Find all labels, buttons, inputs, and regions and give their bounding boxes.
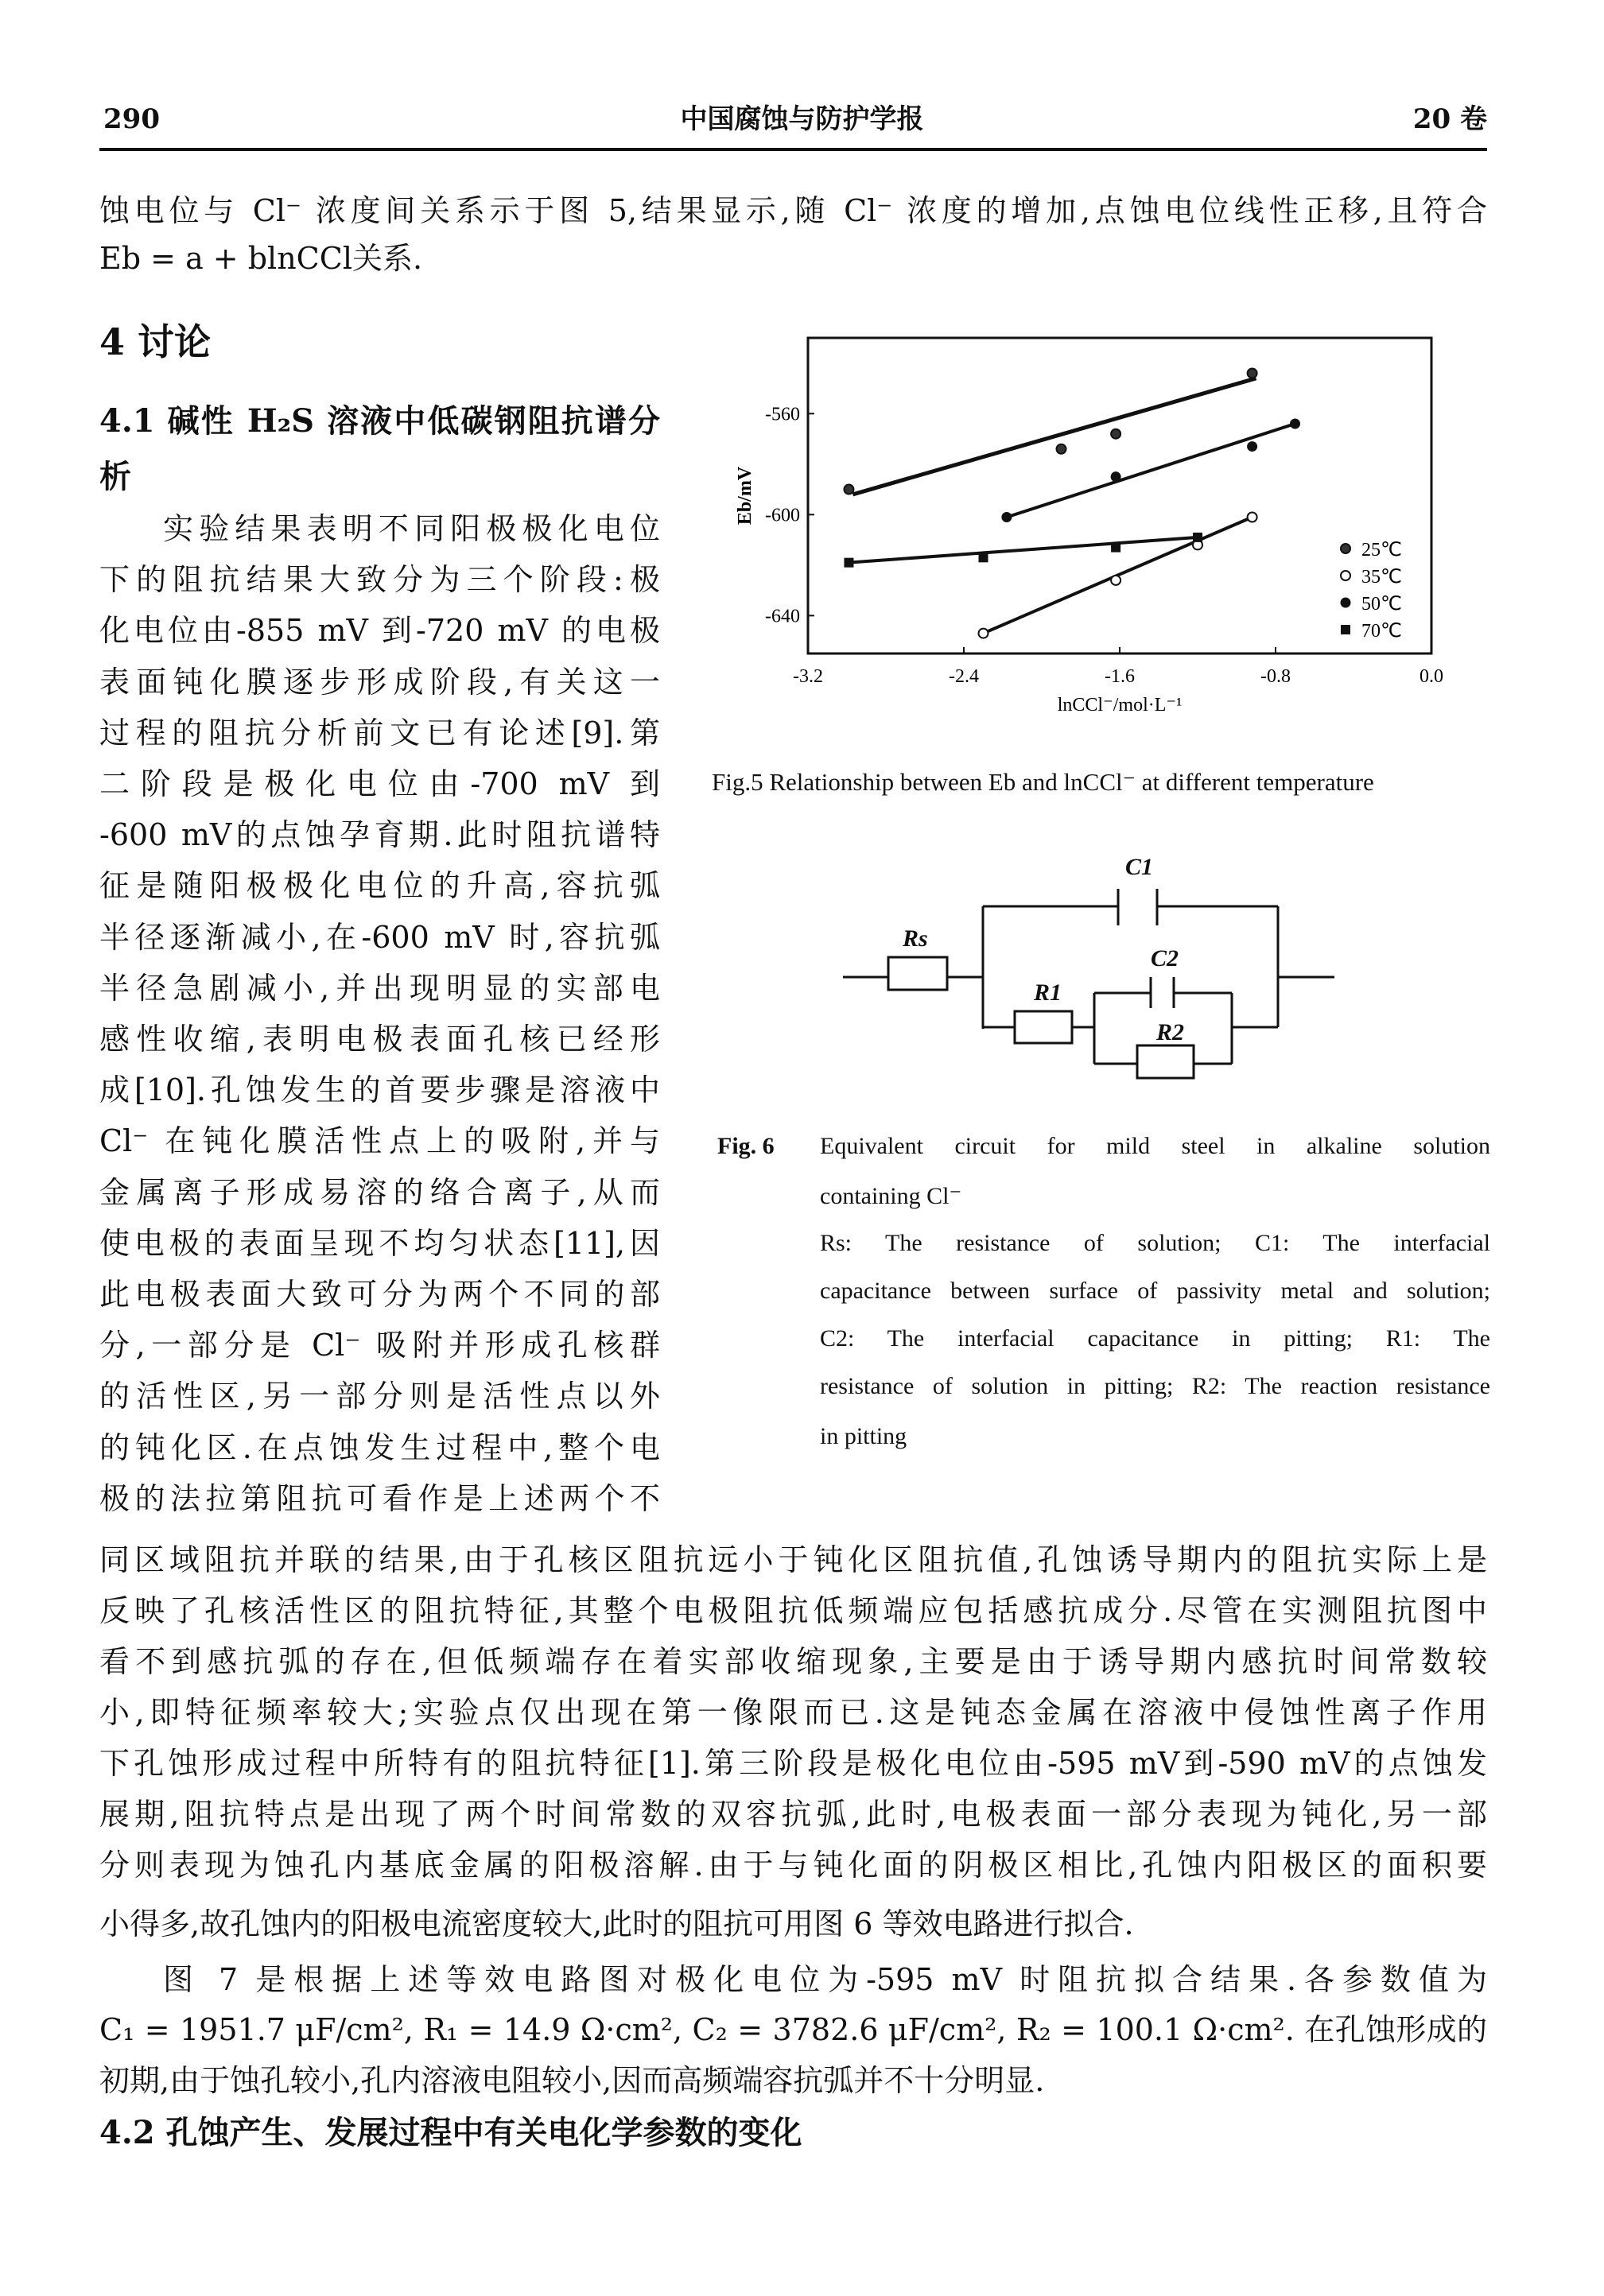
fig6-caption-line: containing Cl⁻ — [820, 1183, 962, 1209]
journal-title: 中国腐蚀与防护学报 — [680, 103, 924, 135]
legend-label: 35℃ — [1361, 567, 1402, 588]
fig6-caption-line: capacitance between surface of passivity metal and solution; — [820, 1278, 1490, 1304]
x-tick-label: -3.2 — [793, 666, 823, 687]
section-4-1-heading-cont: 析 — [99, 458, 131, 495]
body-text-line: 极的法拉第阻抗可看作是上述两个不 — [99, 1480, 660, 1516]
data-point — [1247, 441, 1257, 452]
body-text-line: 金属离子形成易溶的络合离子,从而 — [99, 1174, 660, 1210]
body-text-line: 过程的阻抗分析前文已有论述[9].第 — [99, 715, 660, 750]
body-text-line: 使电极的表面呈现不均匀状态[11],因 — [99, 1225, 660, 1261]
x-tick-label: -2.4 — [949, 666, 979, 687]
data-point — [1248, 368, 1257, 378]
section-4-2-heading: 4.2 孔蚀产生、发展过程中有关电化学参数的变化 — [99, 2114, 802, 2151]
body-text-line: 感性收缩,表明电极表面孔核已经形 — [99, 1022, 660, 1057]
volume: 20 卷 — [1412, 103, 1487, 135]
capacitor-c2 — [1151, 977, 1174, 1008]
body-text-line: 图 7 是根据上述等效电路图对极化电位为-595 mV 时阻抗拟合结果.各参数值为 — [163, 1962, 1487, 1997]
legend-label: 70℃ — [1361, 621, 1402, 642]
fig5-chart — [700, 318, 1495, 731]
fit-line-0 — [852, 378, 1256, 494]
x-axis-label: lnCCl⁻/mol·L⁻¹ — [1057, 695, 1183, 716]
body-text-line: 表面钝化膜逐步形成阶段,有关这一 — [99, 664, 660, 700]
fig5-caption: Fig.5 Relationship between Eb and lnCCl⁻ at different temperature — [712, 768, 1374, 796]
legend-marker — [1341, 544, 1350, 553]
body-text-line: 征是随阳极极化电位的升高,容抗弧 — [99, 868, 660, 904]
label-c2: C2 — [1151, 945, 1179, 972]
y-tick-label: -560 — [765, 404, 800, 425]
body-text-line: 此电极表面大致可分为两个不同的部 — [99, 1277, 660, 1312]
x-tick-label: -0.8 — [1260, 666, 1291, 687]
data-point — [1248, 512, 1257, 522]
body-text-line: 成[10].孔蚀发生的首要步骤是溶液中 — [99, 1072, 660, 1108]
capacitor-c1 — [1118, 889, 1157, 925]
body-text-line: 半径急剧减小,并出现明显的实部电 — [99, 970, 660, 1006]
resistor-r2 — [1137, 1045, 1194, 1078]
body-text-line: 反映了孔核活性区的阻抗特征,其整个电极阻抗低频端应包括感抗成分.尽管在实测阻抗图中 — [99, 1593, 1487, 1628]
fig6-label: Fig. 6 — [717, 1133, 775, 1159]
data-point — [1111, 471, 1121, 482]
body-text-line: 看不到感抗弧的存在,但低频端存在着实部收缩现象,主要是由于诱导期内感抗时间常数较 — [99, 1644, 1487, 1679]
label-r1: R1 — [1034, 979, 1062, 1006]
fig6-caption-line: C2: The interfacial capacitance in pitting; R1: The — [820, 1325, 1490, 1352]
data-point — [1193, 533, 1202, 542]
data-point — [1290, 418, 1300, 429]
page-number: 290 — [103, 103, 160, 135]
y-axis-label: Eb/mV — [735, 466, 755, 526]
fig6-caption-line: Equivalent circuit for mild steel in alkaline solution — [820, 1133, 1490, 1159]
legend-marker — [1341, 598, 1351, 608]
label-rs: Rs — [903, 925, 928, 952]
body-text-line: Cl⁻ 在钝化膜活性点上的吸附,并与 — [99, 1123, 660, 1159]
data-point — [1111, 429, 1120, 439]
fit-line-3 — [849, 537, 1198, 563]
label-r2: R2 — [1156, 1019, 1185, 1045]
body-text-line: -600 mV的点蚀孕育期.此时阻抗谱特 — [99, 817, 660, 853]
data-point — [979, 629, 988, 638]
data-point — [1001, 512, 1012, 522]
body-text-line: 小,即特征频率较大;实验点仅出现在第一像限而已.这是钝态金属在溶液中侵蚀性离子作用 — [99, 1695, 1487, 1730]
data-point — [844, 485, 853, 494]
legend-label: 50℃ — [1361, 594, 1402, 615]
y-tick-label: -600 — [765, 505, 800, 526]
data-point — [979, 553, 988, 562]
resistor-rs — [888, 957, 947, 990]
section-4-heading: 4 讨论 — [99, 320, 212, 363]
intro-line: Eb = a + blnCCl关系. — [99, 241, 423, 276]
x-tick-label: 0.0 — [1420, 666, 1443, 687]
data-point — [844, 558, 853, 568]
body-text-line: 二阶段是极化电位由-700 mV 到 — [99, 766, 660, 801]
data-point — [1111, 576, 1120, 585]
plot-frame — [808, 338, 1431, 654]
resistor-r1 — [1015, 1011, 1072, 1043]
body-text-line: 化电位由-855 mV 到-720 mV 的电极 — [99, 613, 660, 649]
intro-line: 蚀电位与 Cl⁻ 浓度间关系示于图 5,结果显示,随 Cl⁻ 浓度的增加,点蚀电位线性正移,且符合 — [99, 193, 1487, 228]
body-text-line: 分,一部分是 Cl⁻ 吸附并形成孔核群 — [99, 1328, 660, 1363]
body-text-line: 初期,由于蚀孔较小,孔内溶液电阻较小,因而高频端容抗弧并不十分明显. — [99, 2063, 1045, 2098]
body-text-line: C₁ = 1951.7 μF/cm², R₁ = 14.9 Ω·cm², C₂ = 3782.6 μF/cm², R₂ = 100.1 Ω·cm². 在孔蚀形成的 — [99, 2012, 1487, 2047]
body-text-line: 小得多,故孔蚀内的阳极电流密度较大,此时的阻抗可用图 6 等效电路进行拟合. — [99, 1906, 1134, 1941]
section-4-1-heading: 4.1 碱性 H₂S 溶液中低碳钢阻抗谱分 — [99, 402, 660, 440]
header-rule — [99, 148, 1487, 151]
fig6-caption-line: Rs: The resistance of solution; C1: The interfacial — [820, 1230, 1490, 1256]
x-tick-label: -1.6 — [1105, 666, 1135, 687]
body-text-line: 的钝化区.在点蚀发生过程中,整个电 — [99, 1429, 660, 1465]
y-tick-label: -640 — [765, 606, 800, 627]
body-text-line: 展期,阻抗特点是出现了两个时间常数的双容抗弧,此时,电极表面一部分表现为钝化,另一部 — [99, 1797, 1487, 1832]
fig6-equivalent-circuit — [700, 827, 1495, 1129]
body-text-line: 分则表现为蚀孔内基底金属的阳极溶解.由于与钝化面的阴极区相比,孔蚀内阳极区的面积要 — [99, 1848, 1487, 1883]
body-text-line: 下孔蚀形成过程中所特有的阻抗特征[1].第三阶段是极化电位由-595 mV到-590 mV的点蚀发 — [99, 1746, 1487, 1781]
label-c1: C1 — [1125, 854, 1154, 880]
data-point — [1111, 543, 1120, 553]
data-point — [1057, 444, 1066, 454]
body-text-line: 的活性区,另一部分则是活性点以外 — [99, 1379, 660, 1414]
fig6-caption-line: in pitting — [820, 1423, 907, 1449]
fig6-caption-line: resistance of solution in pitting; R2: The reaction resistance — [820, 1373, 1490, 1399]
legend-marker — [1341, 625, 1350, 634]
body-text-line: 实验结果表明不同阳极极化电位 — [163, 511, 660, 546]
legend-marker — [1341, 571, 1350, 580]
body-text-line: 同区域阻抗并联的结果,由于孔核区阻抗远小于钝化区阻抗值,孔蚀诱导期内的阻抗实际上是 — [99, 1542, 1487, 1577]
legend-label: 25℃ — [1361, 540, 1402, 560]
body-text-line: 下的阻抗结果大致分为三个阶段:极 — [99, 562, 660, 598]
body-text-line: 半径逐渐减小,在-600 mV 时,容抗弧 — [99, 919, 660, 955]
